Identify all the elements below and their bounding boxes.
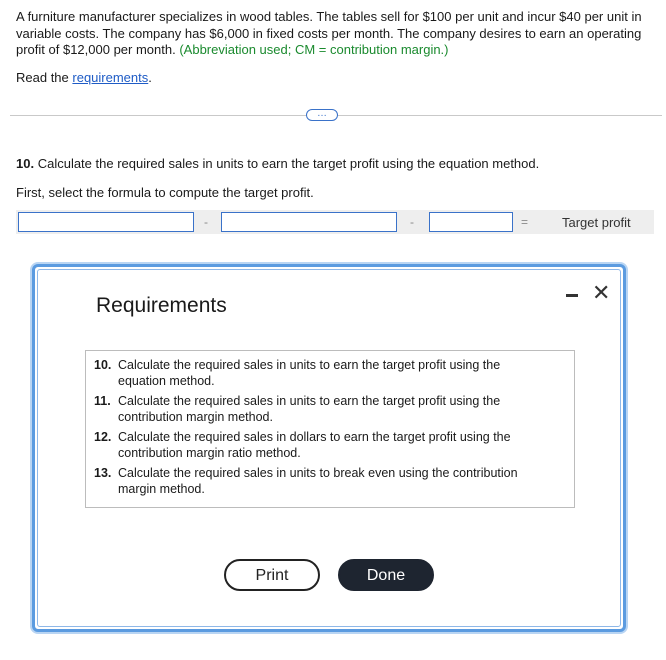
- minus-operator-1: -: [204, 215, 208, 229]
- problem-text: A furniture manufacturer specializes in wood tables. The tables sell for $100 per unit and incur $40 per unit in variable costs. The company has $6,000 in fixed costs per month. The company desires to earn an operating profit of $12,000 per month.: [16, 9, 642, 57]
- target-profit-label: Target profit: [562, 215, 631, 230]
- minus-operator-2: -: [410, 215, 414, 229]
- requirements-list-box: [85, 350, 575, 508]
- requirement-number: 13.: [94, 466, 112, 480]
- requirement-item: [94, 357, 548, 389]
- requirements-list: [86, 351, 574, 497]
- formula-input-2[interactable]: [221, 212, 397, 232]
- formula-input-3[interactable]: [429, 212, 513, 232]
- requirement-text: Calculate the required sales in units to earn the target profit using the contribution margin method.: [118, 394, 501, 424]
- abbreviation-note: (Abbreviation used; CM = contribution margin.): [179, 42, 449, 57]
- formula-input-1[interactable]: [18, 212, 194, 232]
- close-icon[interactable]: ✕: [592, 280, 611, 305]
- requirement-text: Calculate the required sales in units to break even using the contribution margin method.: [118, 466, 518, 496]
- read-prefix: Read the: [16, 70, 69, 85]
- requirement-number: 10.: [94, 358, 112, 372]
- formula-instruction: First, select the formula to compute the target profit.: [16, 185, 314, 200]
- requirement-number: 12.: [94, 430, 112, 444]
- requirements-link[interactable]: requirements: [72, 70, 149, 85]
- minimize-icon[interactable]: [564, 290, 580, 300]
- read-requirements: [16, 70, 152, 85]
- requirement-number: 11.: [94, 394, 111, 408]
- requirement-item: [94, 465, 548, 497]
- print-button[interactable]: Print: [224, 559, 320, 591]
- requirement-item: [94, 429, 548, 461]
- read-suffix: .: [148, 70, 152, 85]
- done-button[interactable]: Done: [338, 559, 434, 591]
- question-text: Calculate the required sales in units to earn the target profit using the equation method.: [37, 156, 540, 171]
- expand-ellipsis-button[interactable]: …: [306, 109, 338, 121]
- equals-operator: =: [521, 215, 529, 229]
- formula-row: [16, 210, 654, 234]
- requirements-dialog: [32, 264, 626, 632]
- requirement-text: Calculate the required sales in dollars to earn the target profit using the contribution margin ratio method.: [118, 430, 511, 460]
- dialog-title: Requirements: [96, 294, 227, 317]
- requirement-item: [94, 393, 548, 425]
- question-number: 10.: [16, 156, 35, 171]
- question-prompt: [16, 156, 539, 171]
- requirement-text: Calculate the required sales in units to earn the target profit using the equation method.: [118, 358, 501, 388]
- problem-statement: [16, 9, 652, 59]
